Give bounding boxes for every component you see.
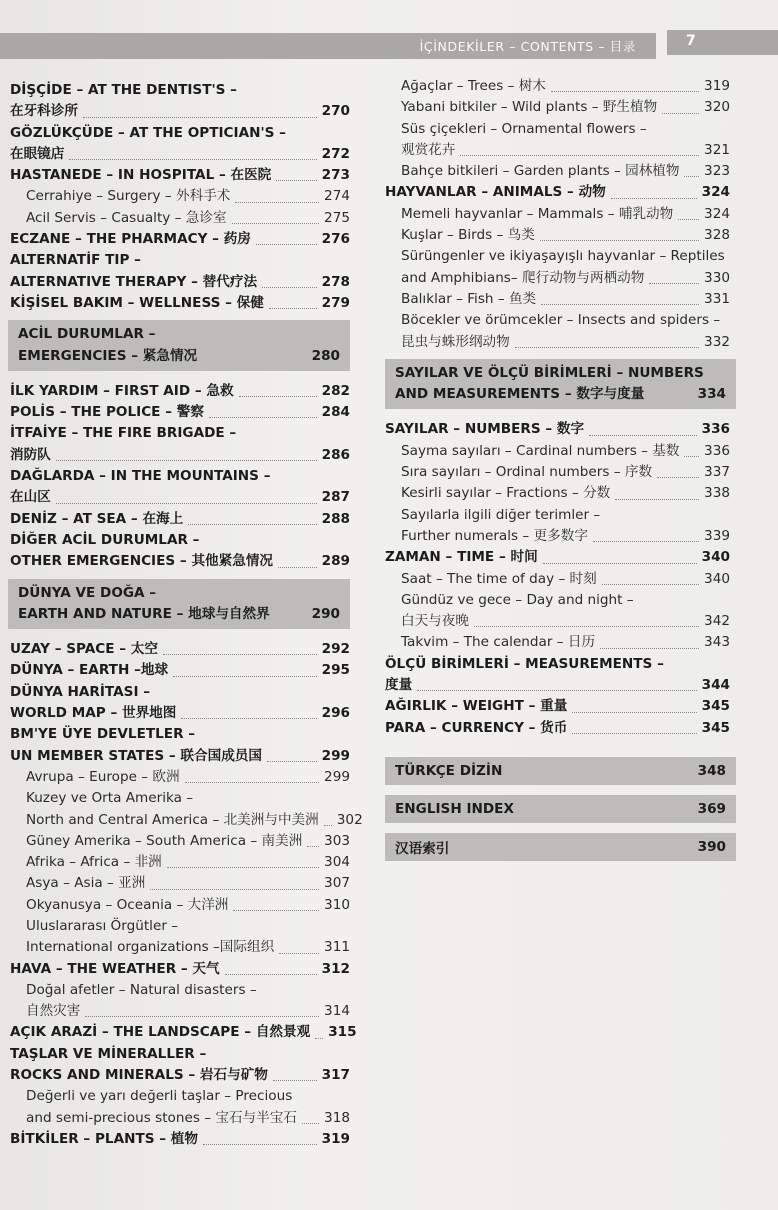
toc-entry-page: 275 <box>324 209 350 226</box>
leader-dots <box>69 159 316 160</box>
toc-entry <box>385 246 730 267</box>
toc-entry-page: 344 <box>701 677 730 694</box>
toc-entry-page: 274 <box>324 188 350 205</box>
toc-entry <box>10 80 350 101</box>
index-page: 348 <box>697 762 726 779</box>
toc-entry[interactable] <box>10 1065 350 1086</box>
toc-entry <box>385 590 730 611</box>
toc-entry-page: 332 <box>704 333 730 350</box>
leader-dots <box>256 244 317 245</box>
leader-dots <box>662 113 699 114</box>
toc-entry[interactable] <box>10 229 350 250</box>
toc-entry-page: 330 <box>704 269 730 286</box>
toc-entry-page: 324 <box>704 205 730 222</box>
leader-dots <box>417 690 696 691</box>
toc-entry-text: Saat – The time of day – 时刻 <box>401 570 597 587</box>
toc-entry[interactable] <box>385 76 730 97</box>
leader-dots <box>273 1080 317 1081</box>
left-entries-2 <box>10 381 350 573</box>
leader-dots <box>615 499 699 500</box>
toc-entry[interactable] <box>10 660 350 681</box>
leader-dots <box>600 648 699 649</box>
section-line: DÜNYA VE DOĞA – <box>18 584 157 601</box>
toc-entry-text: Takvim – The calendar – 日历 <box>401 634 596 651</box>
toc-entry-page: 273 <box>321 167 350 184</box>
index-label: TÜRKÇE DİZİN <box>395 762 503 779</box>
toc-entry[interactable] <box>10 445 350 466</box>
toc-entry[interactable] <box>385 182 730 203</box>
toc-entry-page: 312 <box>321 960 350 977</box>
left-column <box>10 80 363 1150</box>
leader-dots <box>262 287 317 288</box>
section-earth-nature[interactable] <box>8 579 350 630</box>
index-page: 390 <box>697 838 726 855</box>
toc-entry-text: HAVA – THE WEATHER – 天气 <box>10 960 220 977</box>
toc-entry-page: 282 <box>321 382 350 399</box>
toc-entry[interactable] <box>385 675 730 696</box>
toc-entry-page: 318 <box>324 1109 350 1126</box>
toc-entry <box>10 682 350 703</box>
toc-entry-text: PARA – CURRENCY – 货币 <box>385 719 568 736</box>
toc-entry-text: BİTKİLER – PLANTS – 植物 <box>10 1130 198 1147</box>
leader-dots <box>302 1123 319 1124</box>
toc-entry-page: 311 <box>324 939 350 956</box>
toc-entry-text: Sıra sayıları – Ordinal numbers – 序数 <box>401 464 653 481</box>
toc-entry <box>10 250 350 271</box>
leader-dots <box>541 304 699 305</box>
leader-dots <box>589 435 696 436</box>
toc-entry-text: Kuşlar – Birds – 鸟类 <box>401 227 535 244</box>
toc-entry-text: AÇIK ARAZİ – THE LANDSCAPE – 自然景观 <box>10 1024 311 1041</box>
toc-entry-text: 在眼镜店 <box>10 145 65 162</box>
toc-entry-text: Doğal afetler – Natural disasters – <box>26 981 257 998</box>
toc-entry-page: 289 <box>321 553 350 570</box>
leader-dots <box>269 308 317 309</box>
toc-entry <box>10 123 350 144</box>
toc-entry-text: UN MEMBER STATES – 联合国成员国 <box>10 747 262 764</box>
toc-entry[interactable] <box>385 696 730 717</box>
toc-entry[interactable] <box>385 526 730 547</box>
toc-entry-text: Uluslararası Örgütler – <box>26 917 179 934</box>
toc-entry <box>10 980 350 1001</box>
right-entries-1 <box>385 76 730 353</box>
toc-entry-page: 299 <box>324 768 350 785</box>
toc-entry-text: Sürüngenler ve ikiyaşayışlı hayvanlar – Reptiles <box>401 248 725 265</box>
toc-entry-page: 314 <box>324 1003 350 1020</box>
toc-entry-text: DÜNYA – EARTH –地球 <box>10 662 169 679</box>
toc-entry-page: 288 <box>321 510 350 527</box>
toc-entry <box>385 654 730 675</box>
leader-dots <box>540 240 699 241</box>
leader-dots <box>233 910 319 911</box>
toc-entry <box>385 310 730 331</box>
toc-entry-page: 278 <box>321 273 350 290</box>
toc-entry-page: 339 <box>704 527 730 544</box>
section-line: ACİL DURUMLAR – <box>18 326 156 343</box>
toc-entry-text: OTHER EMERGENCIES – 其他紧急情况 <box>10 553 274 570</box>
toc-entry[interactable] <box>10 186 350 207</box>
toc-entry-page: 307 <box>324 875 350 892</box>
toc-entry-page: 279 <box>321 294 350 311</box>
toc-entry-page: 286 <box>321 446 350 463</box>
page-number-box <box>667 30 778 55</box>
toc-entry[interactable] <box>385 632 730 653</box>
toc-entry-text: GÖZLÜKÇÜDE – AT THE OPTICIAN'S – <box>10 124 286 141</box>
toc-entry-text: International organizations –国际组织 <box>26 939 275 956</box>
toc-entry-page: 343 <box>704 634 730 651</box>
toc-entry <box>10 916 350 937</box>
toc-entry[interactable] <box>10 293 350 314</box>
toc-entry-text: Yabani bitkiler – Wild plants – 野生植物 <box>401 99 658 116</box>
toc-entry-page: 295 <box>321 662 350 679</box>
toc-entry[interactable] <box>385 611 730 632</box>
toc-entry-page: 299 <box>321 747 350 764</box>
toc-entry[interactable] <box>10 895 350 916</box>
toc-entry-page: 320 <box>704 99 730 116</box>
toc-entry-text: Ağaçlar – Trees – 树木 <box>401 78 546 94</box>
toc-entry[interactable] <box>385 289 730 310</box>
leader-dots <box>56 503 317 504</box>
toc-entry <box>10 1086 350 1107</box>
toc-entry[interactable] <box>385 268 730 289</box>
leader-dots <box>551 91 699 92</box>
toc-entry-text: ALTERNATIVE THERAPY – 替代疗法 <box>10 273 258 290</box>
toc-entry-text: BM'YE ÜYE DEVLETLER – <box>10 726 196 743</box>
toc-entry-text: Acil Servis – Casualty – 急诊室 <box>26 209 227 226</box>
toc-entry <box>10 788 350 809</box>
toc-entry-page: 284 <box>321 404 350 421</box>
leader-dots <box>209 417 317 418</box>
toc-entry[interactable] <box>10 272 350 293</box>
leader-dots <box>324 825 332 826</box>
toc-entry-text: KİŞİSEL BAKIM – WELLNESS – 保健 <box>10 294 264 311</box>
toc-entry-text: North and Central America – 北美洲与中美洲 <box>26 811 319 828</box>
leader-dots <box>56 460 317 461</box>
leader-dots <box>684 176 699 177</box>
toc-entry-text: TAŞLAR VE MİNERALLER – <box>10 1045 207 1062</box>
toc-entry-text: UZAY – SPACE – 太空 <box>10 641 158 658</box>
toc-entry-text: Asya – Asia – 亚洲 <box>26 875 146 892</box>
toc-entry[interactable] <box>10 381 350 402</box>
toc-entry[interactable] <box>10 852 350 873</box>
leader-dots <box>515 347 699 348</box>
toc-entry-text: Sayılarla ilgili diğer terimler – <box>401 506 601 523</box>
toc-entry <box>10 423 350 444</box>
toc-entry[interactable] <box>10 831 350 852</box>
index-box[interactable] <box>385 833 736 861</box>
toc-entry-page: 340 <box>701 549 730 566</box>
section-line: SAYILAR VE ÖLÇÜ BİRİMLERİ – NUMBERS <box>395 364 704 381</box>
index-label: ENGLISH INDEX <box>395 800 514 817</box>
toc-entry[interactable] <box>385 547 730 568</box>
toc-entry[interactable] <box>10 1108 350 1129</box>
index-box[interactable] <box>385 757 736 785</box>
toc-entry-text: ZAMAN – TIME – 时间 <box>385 549 538 566</box>
toc-entry[interactable] <box>10 639 350 660</box>
toc-entry-text: Bahçe bitkileri – Garden plants – 园林植物 <box>401 163 680 180</box>
leader-dots <box>279 953 319 954</box>
toc-entry-text: AĞIRLIK – WEIGHT – 重量 <box>385 698 568 715</box>
leader-dots <box>315 1038 323 1039</box>
toc-entry-text: 消防队 <box>10 446 51 463</box>
toc-entry-text: POLİS – THE POLICE – 警察 <box>10 404 204 421</box>
toc-entry[interactable] <box>385 462 730 483</box>
toc-entry[interactable] <box>385 718 730 739</box>
toc-entry[interactable] <box>385 441 730 462</box>
toc-entry-page: 340 <box>704 570 730 587</box>
toc-entry-text: 在牙科诊所 <box>10 103 78 120</box>
toc-entry-page: 319 <box>321 1130 350 1147</box>
toc-entry[interactable] <box>385 483 730 504</box>
toc-entry-text: DÜNYA HARİTASI – <box>10 683 151 700</box>
toc-entry[interactable] <box>10 746 350 767</box>
toc-entry-text: DAĞLARDA – IN THE MOUNTAINS – <box>10 468 271 485</box>
leader-dots <box>278 567 317 568</box>
toc-entry-page: 296 <box>321 705 350 722</box>
toc-entry-page: 272 <box>321 145 350 162</box>
toc-entry[interactable] <box>10 208 350 229</box>
toc-entry <box>10 1044 350 1065</box>
toc-entry-text: Süs çiçekleri – Ornamental flowers – <box>401 120 647 137</box>
toc-entry[interactable] <box>10 810 363 831</box>
leader-dots <box>657 477 699 478</box>
index-page: 369 <box>697 800 726 817</box>
toc-entry-text: DİŞÇİDE – AT THE DENTIST'S – <box>10 82 237 98</box>
leader-dots <box>649 283 699 284</box>
header-title: İÇİNDEKİLER – CONTENTS – 目录 <box>419 39 636 54</box>
toc-entry[interactable] <box>10 509 350 530</box>
toc-entry-text: HAYVANLAR – ANIMALS – 动物 <box>385 184 606 201</box>
toc-entry-text: WORLD MAP – 世界地图 <box>10 705 177 722</box>
toc-entry-page: 331 <box>704 290 730 307</box>
toc-entry[interactable] <box>10 959 350 980</box>
toc-entry-text: Değerli ve yarı değerli taşlar – Precious <box>26 1088 293 1105</box>
right-column <box>385 76 730 861</box>
toc-entry-text: Memeli hayvanlar – Mammals – 哺乳动物 <box>401 205 674 222</box>
toc-entry-page: 321 <box>704 141 730 158</box>
leader-dots <box>167 867 319 868</box>
toc-entry-text: ÖLÇÜ BİRİMLERİ – MEASUREMENTS – <box>385 655 664 672</box>
toc-entry-page: 328 <box>704 227 730 244</box>
toc-entry-page: 323 <box>704 163 730 180</box>
left-entries-1 <box>10 80 350 314</box>
toc-entry-text: 白天与夜晚 <box>401 613 469 630</box>
toc-entry-text: ALTERNATİF TIP – <box>10 252 141 269</box>
toc-entry[interactable] <box>385 161 730 182</box>
toc-entry-text: HASTANEDE – IN HOSPITAL – 在医院 <box>10 167 272 184</box>
toc-entry-page: 270 <box>321 103 350 120</box>
leader-dots <box>572 712 696 713</box>
toc-entry[interactable] <box>10 937 350 958</box>
toc-entry[interactable] <box>385 140 730 161</box>
leader-dots <box>232 223 319 224</box>
leader-dots <box>85 1016 319 1017</box>
toc-entry <box>10 466 350 487</box>
leader-dots <box>611 198 697 199</box>
toc-entry-text: 昆虫与蛛形纲动物 <box>401 333 510 350</box>
toc-entry[interactable] <box>10 165 350 186</box>
toc-entry[interactable] <box>10 1022 357 1043</box>
leader-dots <box>188 524 316 525</box>
toc-entry-text: Güney Amerika – South America – 南美洲 <box>26 832 303 849</box>
toc-entry-text: 观赏花卉 <box>401 141 456 158</box>
toc-entry-page: 317 <box>321 1067 350 1084</box>
toc-entry[interactable] <box>10 1129 350 1150</box>
toc-entry-page: 338 <box>704 485 730 502</box>
toc-entry-text: Okyanusya – Oceania – 大洋洲 <box>26 896 229 913</box>
toc-entry-text: Böcekler ve örümcekler – Insects and spiders – <box>401 312 721 329</box>
toc-entry[interactable] <box>10 873 350 894</box>
leader-dots <box>543 563 697 564</box>
toc-entry-text: and semi-precious stones – 宝石与半宝石 <box>26 1109 297 1126</box>
right-entries-2 <box>385 419 730 738</box>
toc-entry-text: Kesirli sayılar – Fractions – 分数 <box>401 485 611 502</box>
toc-entry[interactable] <box>10 402 350 423</box>
toc-entry-text: Balıklar – Fish – 鱼类 <box>401 290 537 307</box>
toc-entry <box>385 119 730 140</box>
toc-entry-text: 自然灾害 <box>26 1003 81 1020</box>
toc-entry-page: 276 <box>321 231 350 248</box>
toc-entry[interactable] <box>10 487 350 508</box>
leader-dots <box>235 202 319 203</box>
leader-dots <box>173 676 317 677</box>
toc-entry[interactable] <box>10 144 350 165</box>
leader-dots <box>474 626 699 627</box>
toc-entry[interactable] <box>385 569 730 590</box>
toc-entry[interactable] <box>10 551 350 572</box>
toc-entry[interactable] <box>385 332 730 353</box>
toc-entry-text: ROCKS AND MINERALS – 岩石与矿物 <box>10 1067 268 1084</box>
leader-dots <box>460 155 699 156</box>
toc-entry[interactable] <box>10 1001 350 1022</box>
toc-entry-page: 315 <box>328 1024 357 1041</box>
leader-dots <box>181 718 316 719</box>
toc-entry-text: Kuzey ve Orta Amerika – <box>26 790 194 807</box>
leader-dots <box>307 846 319 847</box>
toc-entry-page: 304 <box>324 854 350 871</box>
toc-entry-text: Sayma sayıları – Cardinal numbers – 基数 <box>401 442 680 459</box>
leader-dots <box>267 761 317 762</box>
toc-entry-page: 342 <box>704 613 730 630</box>
leader-dots <box>678 219 699 220</box>
section-line: AND MEASUREMENTS – 数字与度量 334 <box>395 386 726 403</box>
leader-dots <box>225 974 317 975</box>
toc-entry[interactable] <box>385 97 730 118</box>
toc-entry-page: 302 <box>336 811 363 828</box>
toc-entry-text: İLK YARDIM – FIRST AID – 急救 <box>10 382 234 399</box>
leader-dots <box>83 117 317 118</box>
toc-entry[interactable] <box>10 101 350 122</box>
toc-entry-page: 303 <box>324 832 350 849</box>
toc-entry-text: Afrika – Africa – 非洲 <box>26 854 162 871</box>
toc-entry-page: 337 <box>704 464 730 481</box>
toc-entry-text: İTFAİYE – THE FIRE BRIGADE – <box>10 425 237 442</box>
leader-dots <box>203 1144 317 1145</box>
index-box[interactable] <box>385 795 736 823</box>
toc-entry <box>385 505 730 526</box>
left-entries-3 <box>10 639 363 1150</box>
index-list <box>385 757 730 861</box>
section-emergencies[interactable] <box>8 320 350 371</box>
toc-entry <box>10 724 350 745</box>
toc-entry-page: 310 <box>324 896 350 913</box>
leader-dots <box>163 654 317 655</box>
toc-entry-page: 292 <box>321 641 350 658</box>
toc-entry-text: Gündüz ve gece – Day and night – <box>401 591 634 608</box>
toc-entry-page: 324 <box>701 184 730 201</box>
toc-entry[interactable] <box>385 204 730 225</box>
section-numbers-measurements[interactable] <box>385 359 736 410</box>
toc-entry-page: 336 <box>704 442 730 459</box>
toc-entry-page: 336 <box>701 421 730 438</box>
leader-dots <box>684 456 699 457</box>
toc-entry-page: 345 <box>701 698 730 715</box>
leader-dots <box>185 782 319 783</box>
toc-entry-text: DENİZ – AT SEA – 在海上 <box>10 510 184 527</box>
toc-entry <box>10 530 350 551</box>
toc-entry[interactable] <box>385 225 730 246</box>
toc-entry-text: ECZANE – THE PHARMACY – 药房 <box>10 231 251 248</box>
section-line: EARTH AND NATURE – 地球与自然界 290 <box>18 605 340 622</box>
toc-entry-text: and Amphibians– 爬行动物与两栖动物 <box>401 269 645 286</box>
toc-entry-text: SAYILAR – NUMBERS – 数字 <box>385 421 585 438</box>
page-number: 7 <box>686 33 696 49</box>
toc-entry-page: 287 <box>321 489 350 506</box>
toc-entry-text: Avrupa – Europe – 欧洲 <box>26 768 180 785</box>
leader-dots <box>150 889 319 890</box>
section-line: EMERGENCIES – 紧急情况 280 <box>18 347 340 364</box>
toc-entry[interactable] <box>10 703 350 724</box>
toc-entry-text: Cerrahiye – Surgery – 外科手术 <box>26 188 231 205</box>
toc-entry[interactable] <box>10 767 350 788</box>
toc-entry[interactable] <box>385 419 730 440</box>
leader-dots <box>602 584 699 585</box>
leader-dots <box>239 396 317 397</box>
toc-entry-text: 在山区 <box>10 489 51 506</box>
toc-entry-text: 度量 <box>385 677 413 694</box>
toc-entry-text: DİĞER ACİL DURUMLAR – <box>10 531 200 548</box>
leader-dots <box>593 541 699 542</box>
toc-entry-page: 345 <box>701 719 730 736</box>
leader-dots <box>276 180 316 181</box>
toc-entry-text: Further numerals – 更多数字 <box>401 527 588 544</box>
toc-entry-page: 319 <box>704 78 730 94</box>
index-label: 汉语索引 <box>395 840 450 857</box>
leader-dots <box>572 733 696 734</box>
